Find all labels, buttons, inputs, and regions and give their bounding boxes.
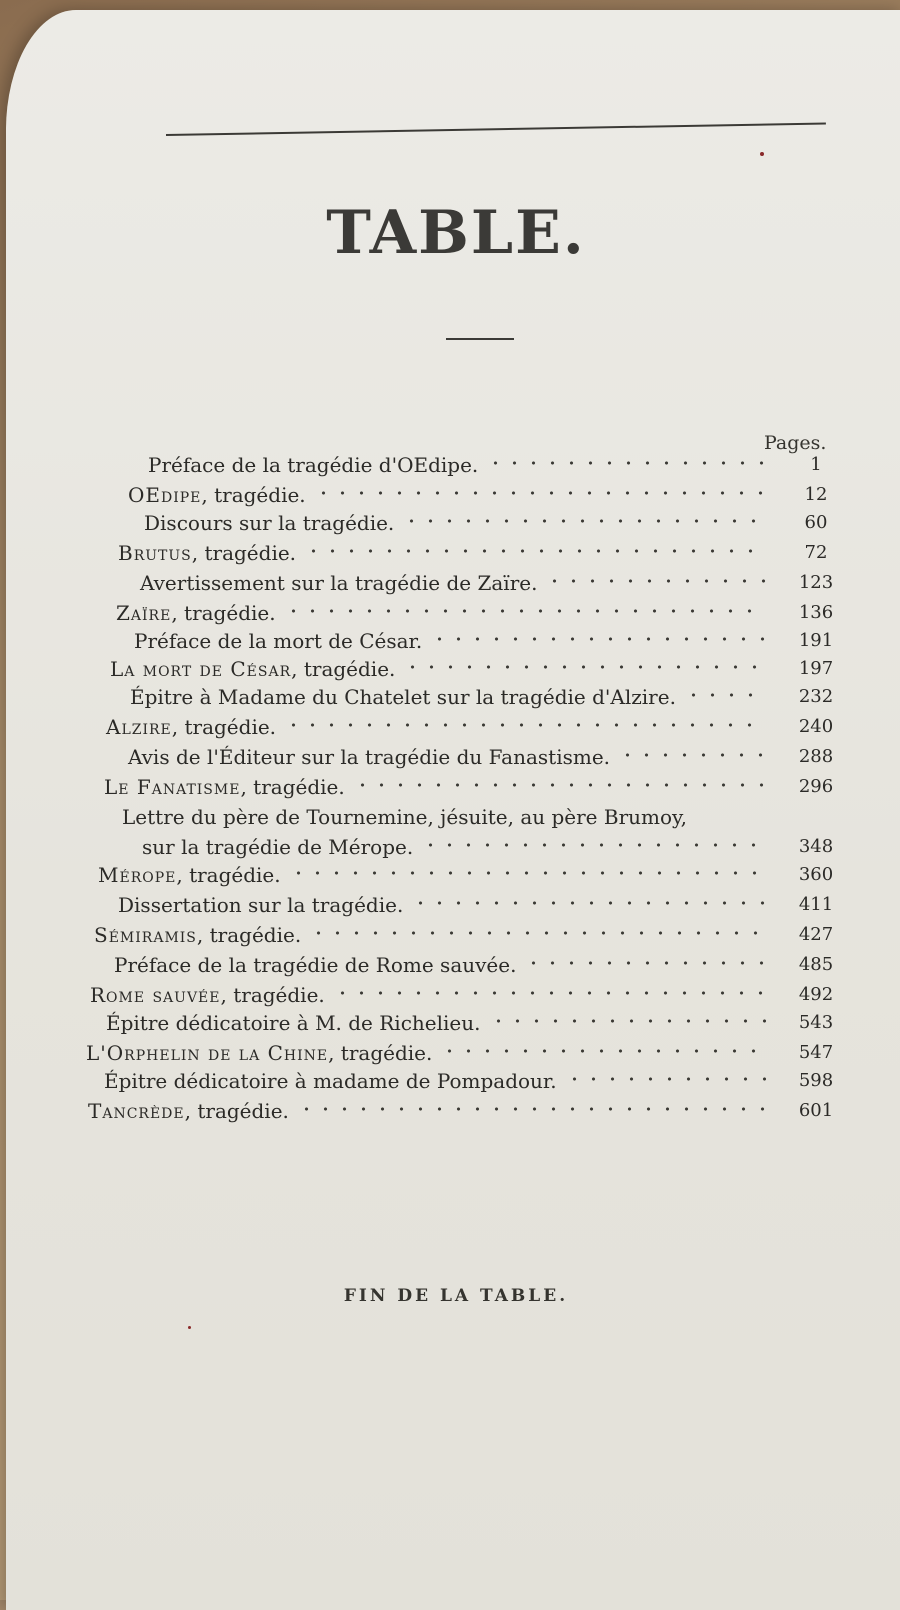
dot-leader	[309, 926, 766, 940]
toc-entry-title: Préface de la tragédie d'OEdipe.	[148, 453, 479, 477]
toc-page-number: 296	[798, 776, 834, 797]
toc-entry-title: Rome sauvée, tragédie.	[90, 983, 325, 1007]
toc-entry	[128, 480, 848, 510]
dot-leader	[402, 514, 766, 528]
toc-page-number: 288	[798, 746, 834, 767]
dot-leader	[684, 688, 766, 702]
toc-page-number: 240	[798, 716, 834, 737]
toc-page-number: 547	[798, 1042, 834, 1063]
toc-entry-title: Tancrède, tragédie.	[88, 1099, 289, 1123]
toc-entry	[88, 1096, 848, 1126]
dot-leader	[411, 896, 766, 910]
title-rule	[446, 338, 514, 340]
toc-page-number: 232	[798, 686, 834, 707]
toc-entry	[116, 598, 848, 628]
toc-entry-title: Le Fanatisme, tragédie.	[104, 775, 345, 799]
toc-entry-title: Épitre à Madame du Chatelet sur la tragédie d'Alzire.	[130, 685, 676, 709]
toc-entry	[104, 772, 848, 802]
toc-entry	[98, 860, 848, 890]
toc-entry-title: Avertissement sur la tragédie de Zaïre.	[140, 571, 538, 595]
toc-page-number: 411	[798, 894, 834, 915]
toc-entry-title: Épitre dédicatoire à M. de Richelieu.	[106, 1011, 481, 1035]
toc-page-number: 485	[798, 954, 834, 975]
toc-page-number: 72	[804, 542, 828, 563]
toc-entry	[118, 890, 848, 920]
toc-entry	[106, 1008, 848, 1038]
toc-page-number: 191	[798, 630, 834, 651]
dot-leader	[304, 544, 766, 558]
dot-leader	[421, 838, 766, 852]
toc-entry	[130, 682, 840, 712]
toc-entry-title: Alzire, tragédie.	[106, 715, 277, 739]
toc-entry-title: Sémiramis, tragédie.	[94, 923, 302, 947]
pages-column-label: Pages.	[764, 432, 827, 454]
toc-entry-title: La mort de César, tragédie.	[110, 657, 396, 681]
dot-leader	[284, 718, 766, 732]
toc-entry	[122, 802, 862, 832]
toc-entry	[94, 920, 848, 950]
toc-entry-title: OEdipe, tragédie.	[128, 483, 306, 507]
dot-leader	[353, 778, 766, 792]
toc-entry-title: Brutus, tragédie.	[118, 541, 297, 565]
dot-leader	[545, 574, 766, 588]
toc-entry-title: Épitre dédicatoire à madame de Pompadour.	[104, 1069, 557, 1093]
toc-entry-title: Discours sur la tragédie.	[144, 511, 395, 535]
toc-entry-title: Mérope, tragédie.	[98, 863, 281, 887]
toc-entry	[114, 950, 848, 980]
toc-page-number: 598	[798, 1070, 834, 1091]
toc-page-number: 601	[798, 1100, 834, 1121]
toc-page-number: 12	[804, 484, 828, 505]
dot-leader	[284, 604, 766, 618]
toc-page-number: 427	[798, 924, 834, 945]
toc-page-number: 360	[798, 864, 834, 885]
toc-page-number: 1	[810, 454, 822, 475]
toc-entry	[104, 1066, 848, 1096]
toc-entry	[118, 538, 848, 568]
toc-entry-title: Avis de l'Éditeur sur la tragédie du Fanastisme.	[128, 745, 611, 769]
toc-entry	[110, 654, 848, 684]
dot-leader	[314, 486, 766, 500]
toc-entry	[106, 712, 848, 742]
dot-leader	[333, 986, 766, 1000]
ink-speck	[188, 1326, 191, 1329]
toc-entry-title: Dissertation sur la tragédie.	[118, 893, 404, 917]
toc-page-number: 136	[798, 602, 834, 623]
book-page	[6, 10, 900, 1610]
toc-entry	[148, 450, 848, 480]
toc-entry-title: L'Orphelin de la Chine, tragédie.	[86, 1041, 433, 1065]
top-rule	[166, 122, 826, 136]
dot-leader	[489, 1014, 766, 1028]
dot-leader	[524, 956, 766, 970]
toc-entry-title: sur la tragédie de Mérope.	[142, 835, 414, 859]
toc-page-number: 60	[804, 512, 828, 533]
dot-leader	[618, 748, 766, 762]
dot-leader	[486, 456, 766, 470]
dot-leader	[430, 632, 766, 646]
toc-entry	[144, 508, 848, 538]
toc-page-number: 492	[798, 984, 834, 1005]
dot-leader	[403, 660, 766, 674]
toc-entry	[90, 980, 848, 1010]
toc-page-number: 123	[798, 572, 834, 593]
toc-entry	[140, 568, 848, 598]
toc-page-number: 543	[798, 1012, 834, 1033]
toc-entry	[142, 832, 848, 862]
toc-entry-title: Zaïre, tragédie.	[116, 601, 276, 625]
ink-speck	[760, 152, 764, 156]
toc-page-number: 197	[798, 658, 834, 679]
toc-entry-title: Lettre du père de Tournemine, jésuite, au père Brumoy,	[122, 805, 688, 829]
dot-leader	[297, 1102, 766, 1116]
toc-entry	[128, 742, 848, 772]
end-of-table-footer: FIN DE LA TABLE.	[343, 1286, 569, 1306]
toc-entry-title: Préface de la tragédie de Rome sauvée.	[114, 953, 517, 977]
page-title: TABLE.	[326, 198, 586, 268]
toc-entry	[86, 1038, 848, 1068]
dot-leader	[565, 1072, 766, 1086]
toc-page-number: 348	[798, 836, 834, 857]
toc-entry-title: Préface de la mort de César.	[134, 629, 423, 653]
table-of-contents	[6, 450, 900, 1150]
dot-leader	[289, 866, 766, 880]
toc-entry	[134, 626, 848, 656]
dot-leader	[440, 1044, 766, 1058]
